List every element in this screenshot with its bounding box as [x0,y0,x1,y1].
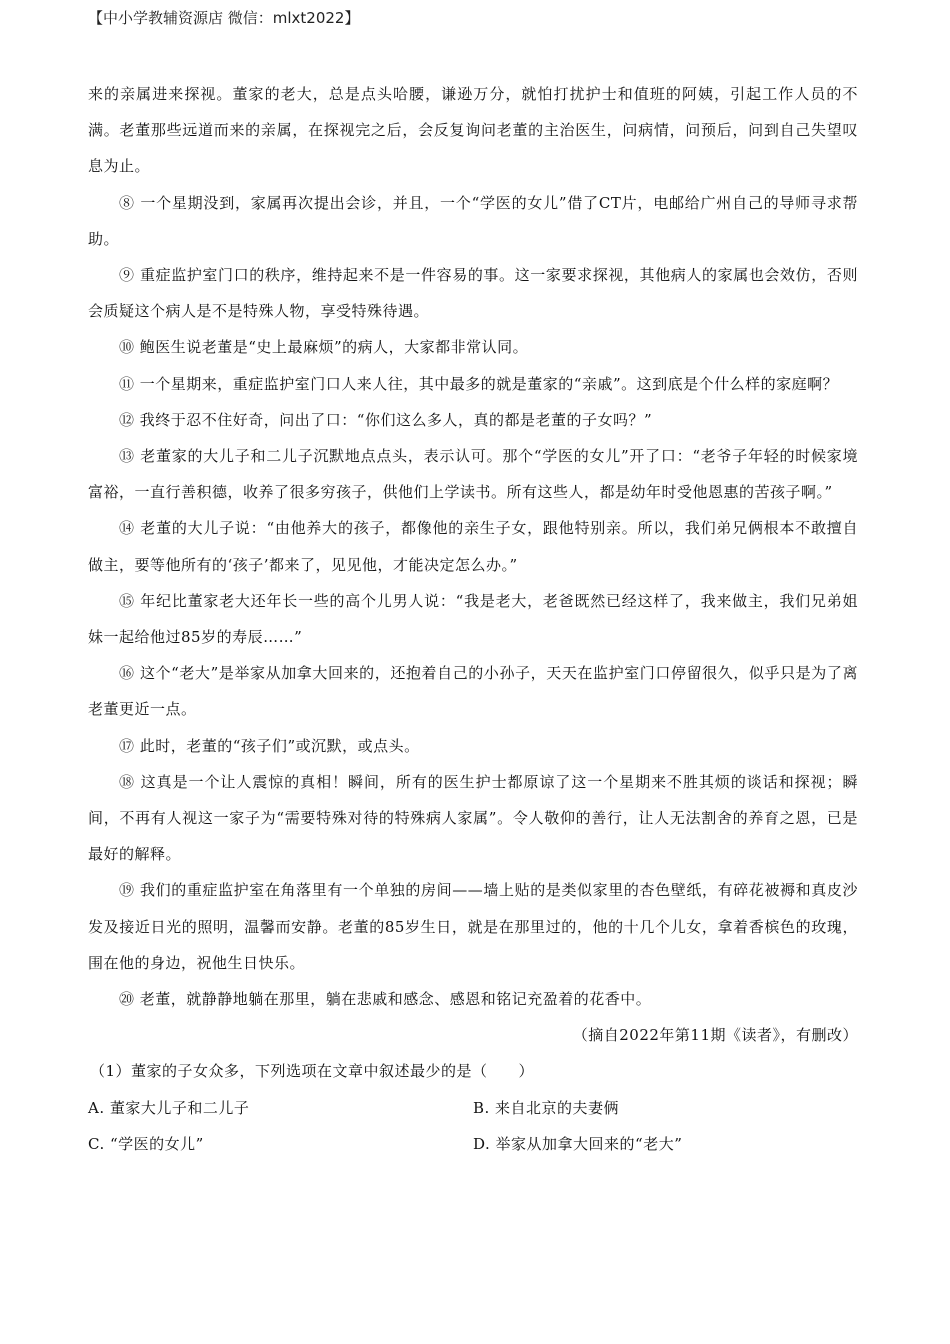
question-stem: （1）董家的子女众多，下列选项在文章中叙述最少的是（ ） [90,1062,535,1081]
option-a[interactable]: A. 董家大儿子和二儿子 [88,1098,250,1117]
answer-options [88,1090,858,1162]
page-header: 【中小学教辅资源店 微信：mlxt2022】 [88,9,360,27]
paragraph: ⑫ 我终于忍不住好奇，问出了口：“你们这么多人，真的都是老董的子女吗？” [119,410,653,429]
paragraph: ⑲ 我们的重症监护室在角落里有一个单独的房间——墙上贴的是类似家里的杏色壁纸，有碎花被褥和真皮沙发及接近日光的照明，温馨而安静。老董的85岁生日，就是在那里过的，他的十几个儿女，拿着香槟色的玫瑰，围在他的身边，祝他生日快乐。 [88,881,858,972]
paragraph: ⑪ 一个星期来，重症监护室门口人来人往，其中最多的就是董家的“亲戚”。这到底是个什么样的家庭啊？ [119,374,839,393]
paragraph: ⑳ 老董，就静静地躺在那里，躺在悲戚和感念、感恩和铭记充盈着的花香中。 [119,990,652,1009]
paragraph: ⑨ 重症监护室门口的秩序，维持起来不是一件容易的事。这一家要求探视，其他病人的家属也会效仿，否则会质疑这个病人是不是特殊人物，享受特殊待遇。 [88,266,858,321]
option-b[interactable]: B. 来自北京的夫妻俩 [473,1098,620,1117]
option-d[interactable]: D. 举家从加拿大回来的“老大” [473,1134,683,1153]
paragraph: 来的亲属进来探视。董家的老大，总是点头哈腰，谦逊万分，就怕打扰护士和值班的阿姨，引起工作人员的不满。老董那些远道而来的亲属，在探视完之后，会反复询问老董的主治医生，问病情，问预后，问到自己失望叹息为止。 [88,85,858,176]
option-c[interactable]: C. “学医的女儿” [88,1134,204,1153]
paragraph: ⑩ 鲍医生说老董是“史上最麻烦”的病人，大家都非常认同。 [119,338,529,357]
paragraph: ⑯ 这个“老大”是举家从加拿大回来的，还抱着自己的小孙子，天天在监护室门口停留很久，似乎只是为了离老董更近一点。 [88,664,858,719]
paragraph: ⑬ 老董家的大儿子和二儿子沉默地点点头，表示认可。那个“学医的女儿”开了口：“老爷子年轻的时候家境富裕，一直行善积德，收养了很多穷孩子，供他们上学读书。所有这些人，都是幼年时受他恩惠的苦孩子啊。” [88,447,858,502]
paragraph: ⑰ 此时，老董的“孩子们”或沉默，或点头。 [119,736,420,755]
paragraph: ⑮ 年纪比董家老大还年长一些的高个儿男人说：“我是老大，老爸既然已经这样了，我来做主，我们兄弟姐妹一起给他过85岁的寿辰……” [88,591,858,647]
article-body [88,76,858,1162]
paragraph: ⑭ 老董的大儿子说：“由他养大的孩子，都像他的亲生子女，跟他特别亲。所以，我们弟兄俩根本不敢擅自做主，要等他所有的‘孩子’都来了，见见他，才能决定怎么办。” [88,519,858,574]
paragraph: ⑱ 这真是一个让人震惊的真相！瞬间，所有的医生护士都原谅了这一个星期来不胜其烦的谈话和探视；瞬间，不再有人视这一家子为“需要特殊对待的特殊病人家属”。令人敬仰的善行，让人无法割舍的养育之恩，已是最好的解释。 [88,772,858,864]
paragraph: ⑧ 一个星期没到，家属再次提出会诊，并且，一个“学医的女儿”借了CT片，电邮给广州自己的导师寻求帮助。 [88,193,858,248]
article-source: （摘自2022年第11期《读者》，有删改） [572,1026,858,1045]
